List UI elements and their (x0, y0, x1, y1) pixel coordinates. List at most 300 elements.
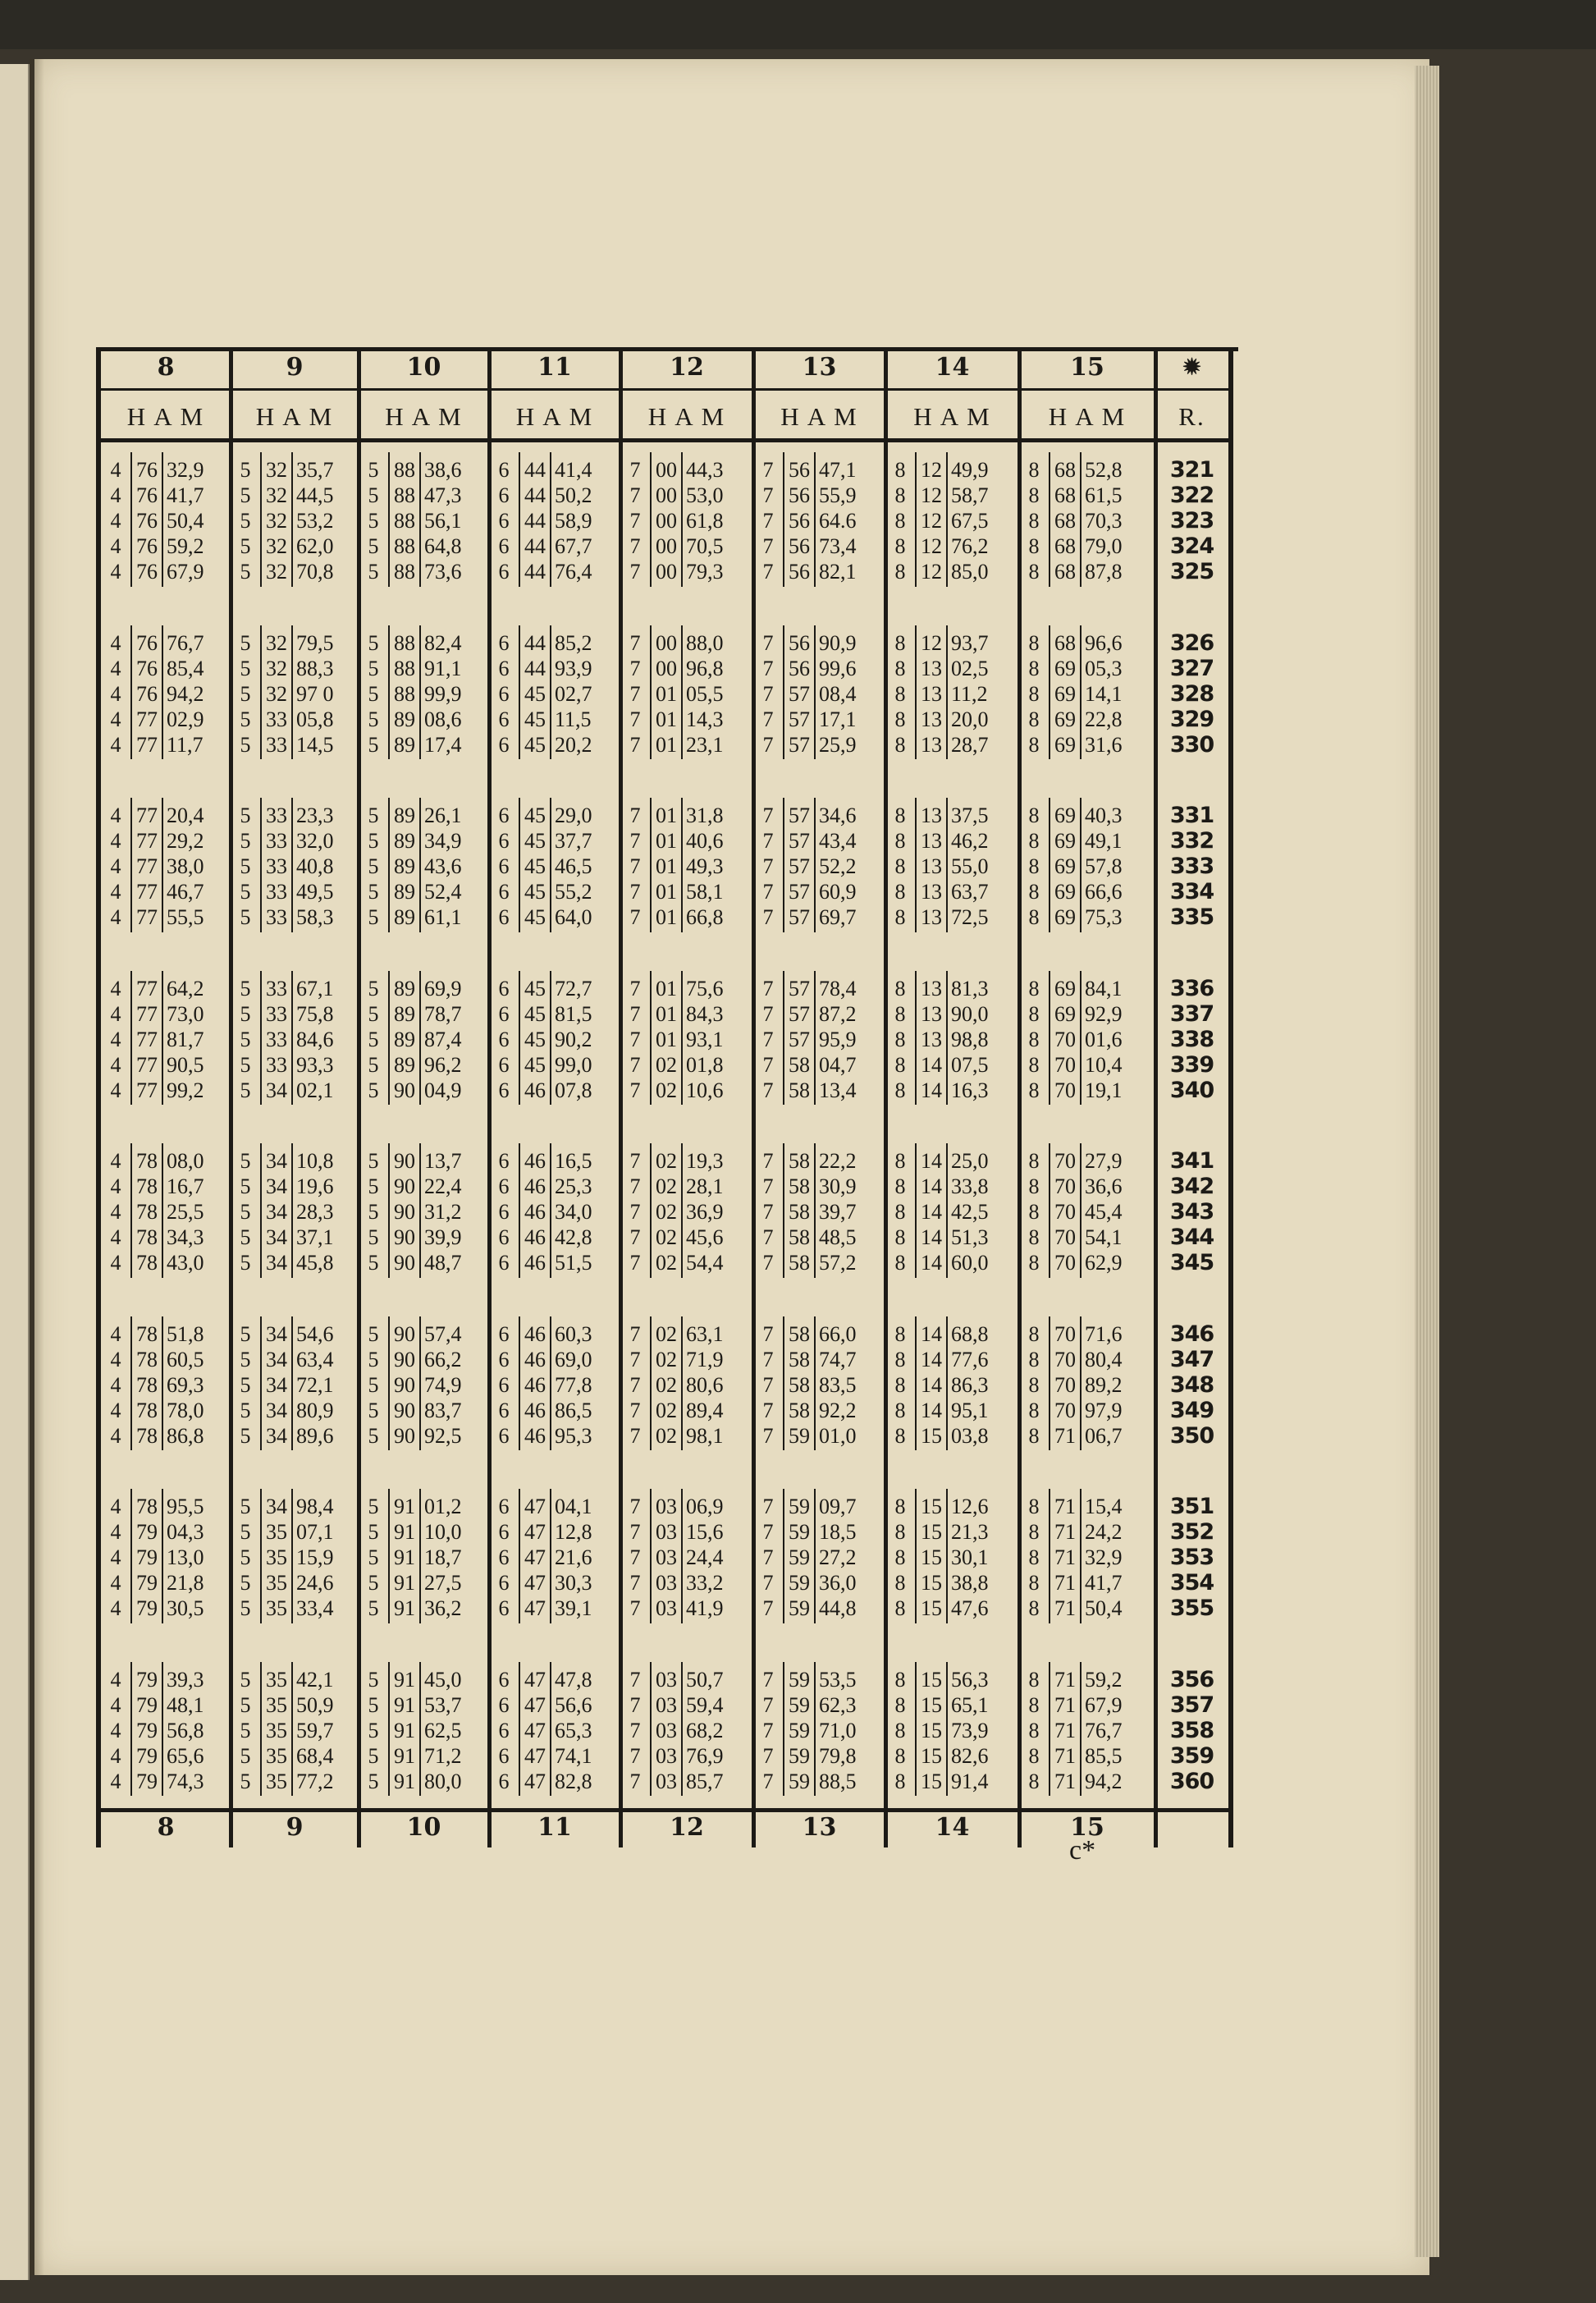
cell-h-value: 8 (894, 458, 906, 482)
cell-a-value: 57 (789, 681, 810, 706)
cell-a-value: 45 (524, 1052, 546, 1077)
cell-h-value: 8 (1028, 880, 1040, 904)
cell-a-value: 15 (921, 1520, 942, 1545)
cell-a-value: 91 (394, 1692, 415, 1717)
cell-h-value: 6 (498, 483, 510, 508)
cell-a-value: 88 (394, 630, 415, 655)
cell-h-value: 7 (629, 483, 641, 508)
cell-h-value: 5 (368, 1001, 379, 1026)
cell-h-value: 8 (894, 707, 906, 731)
cell-m-value: 13,4 (819, 1078, 857, 1102)
cell-a-value: 01 (656, 1001, 677, 1026)
cell-m-value: 77,8 (555, 1372, 592, 1397)
cell-a-value: 58 (789, 1200, 810, 1225)
cell-m-value: 10,4 (1085, 1052, 1123, 1077)
cell-a-value: 34 (266, 1174, 287, 1199)
cell-a-value: 90 (394, 1251, 415, 1275)
cell-m-value: 46,5 (555, 854, 592, 879)
cell-m-value: 87,2 (819, 1001, 857, 1026)
cell-a-value: 01 (656, 732, 677, 757)
cell-a-value: 02 (656, 1200, 677, 1225)
cell-h-value: 6 (498, 1769, 510, 1793)
cell-m-value: 98,8 (951, 1027, 989, 1051)
cell-a-value: 14 (921, 1398, 942, 1422)
cell-a-value: 79 (136, 1571, 158, 1596)
cell-h-value: 7 (629, 656, 641, 680)
cell-m-value: 64.6 (819, 509, 857, 533)
cell-m-value: 79,3 (686, 560, 724, 584)
cell-h-value: 5 (240, 1149, 251, 1173)
cell-h-value: 8 (1028, 630, 1040, 655)
cell-m-value: 76,7 (1085, 1718, 1123, 1742)
cell-h-value: 5 (368, 1347, 379, 1371)
cell-a-value: 78 (136, 1423, 158, 1448)
cell-h-value: 8 (1028, 1495, 1040, 1518)
cell-m-value: 20,2 (555, 732, 592, 757)
cell-m-value: 83,7 (424, 1398, 462, 1422)
cell-a-value: 34 (266, 1321, 287, 1346)
cell-m-value: 85,0 (951, 560, 989, 584)
cell-m-value: 81,5 (555, 1001, 592, 1026)
cell-a-value: 34 (266, 1251, 287, 1275)
cell-a-value: 68 (1054, 458, 1076, 482)
cell-m-value: 08,0 (167, 1149, 204, 1173)
cell-a-value: 56 (789, 483, 810, 508)
cell-h-value: 7 (629, 509, 641, 533)
cell-a-value: 70 (1054, 1174, 1076, 1199)
cell-m-value: 67,7 (555, 534, 592, 559)
cell-a-value: 03 (656, 1545, 677, 1570)
cell-a-value: 13 (921, 829, 942, 854)
cell-h-value: 5 (368, 1027, 379, 1051)
cell-a-value: 45 (524, 976, 546, 1000)
cell-m-value: 76,7 (167, 630, 204, 655)
cell-a-value: 70 (1054, 1225, 1076, 1250)
cell-a-value: 59 (789, 1692, 810, 1717)
cell-m-value: 73,4 (819, 534, 857, 559)
cell-m-value: 38,6 (424, 458, 462, 482)
cell-h-value: 4 (110, 1321, 121, 1346)
cell-a-value: 44 (524, 458, 546, 482)
cell-m-value: 71,0 (819, 1718, 857, 1742)
cell-h-value: 8 (1028, 1321, 1040, 1346)
cell-m-value: 67,5 (951, 509, 989, 533)
cell-a-value: 57 (789, 1027, 810, 1051)
cell-m-value: 82,6 (951, 1743, 989, 1768)
cell-a-value: 69 (1054, 804, 1076, 827)
cell-h-value: 7 (762, 509, 774, 533)
cell-h-value: 6 (498, 1251, 510, 1275)
cell-m-value: 93,1 (686, 1027, 724, 1051)
cell-m-value: 34,0 (555, 1200, 592, 1225)
cell-a-value: 91 (394, 1520, 415, 1545)
row-r-number: 334 (1169, 879, 1214, 905)
cell-h-value: 5 (368, 656, 379, 680)
cell-h-value: 7 (762, 1372, 774, 1397)
cell-h-value: 8 (894, 829, 906, 854)
cell-a-value: 15 (921, 1571, 942, 1596)
left-page-edge (0, 64, 30, 2280)
cell-m-value: 76,9 (686, 1743, 724, 1768)
cell-h-value: 7 (762, 1495, 774, 1518)
cell-h-value: 5 (240, 681, 251, 706)
cell-h-value: 5 (240, 1398, 251, 1422)
cell-a-value: 13 (921, 905, 942, 930)
column-footer-number: 8 (157, 1813, 175, 1842)
cell-h-value: 7 (762, 1027, 774, 1051)
cell-m-value: 41,4 (555, 458, 592, 482)
cell-h-value: 8 (1028, 1200, 1040, 1225)
cell-m-value: 07,5 (951, 1052, 989, 1077)
cell-m-value: 03,8 (951, 1423, 989, 1448)
cell-a-value: 01 (656, 905, 677, 930)
cell-m-value: 69,0 (555, 1347, 592, 1371)
cell-h-value: 5 (368, 1225, 379, 1250)
row-r-number: 323 (1169, 508, 1214, 534)
cell-m-value: 01,6 (1085, 1027, 1123, 1051)
cell-a-value: 34 (266, 1347, 287, 1371)
cell-h-value: 7 (762, 1078, 774, 1102)
cell-h-value: 4 (110, 1769, 121, 1793)
cell-a-value: 69 (1054, 681, 1076, 706)
cell-m-value: 31,2 (424, 1200, 462, 1225)
cell-a-value: 69 (1054, 829, 1076, 854)
cell-h-value: 6 (498, 534, 510, 559)
cell-h-value: 5 (368, 1667, 379, 1692)
cell-m-value: 18,7 (424, 1545, 462, 1570)
cell-a-value: 46 (524, 1078, 546, 1102)
cell-m-value: 28,1 (686, 1174, 724, 1199)
cell-a-value: 47 (524, 1571, 546, 1596)
cell-m-value: 77,2 (296, 1769, 334, 1793)
cell-h-value: 8 (1028, 1423, 1040, 1448)
cell-a-value: 45 (524, 854, 546, 879)
cell-m-value: 39,3 (167, 1667, 204, 1692)
cell-h-value: 5 (368, 1495, 379, 1518)
cell-m-value: 61,1 (424, 905, 462, 930)
cell-h-value: 6 (498, 1692, 510, 1717)
cell-h-value: 5 (368, 1520, 379, 1545)
cell-h-value: 5 (368, 1545, 379, 1570)
cell-h-value: 7 (762, 1692, 774, 1717)
cell-m-value: 65,6 (167, 1743, 204, 1768)
cell-m-value: 64,8 (424, 534, 462, 559)
cell-a-value: 46 (524, 1423, 546, 1448)
cell-a-value: 00 (656, 534, 677, 559)
cell-h-value: 7 (762, 1596, 774, 1621)
cell-h-value: 8 (894, 1372, 906, 1397)
cell-a-value: 90 (394, 1174, 415, 1199)
cell-a-value: 56 (789, 509, 810, 533)
row-r-number: 346 (1169, 1321, 1214, 1347)
cell-a-value: 71 (1054, 1423, 1076, 1448)
cell-a-value: 57 (789, 707, 810, 731)
cell-m-value: 04,3 (167, 1520, 204, 1545)
cell-a-value: 03 (656, 1769, 677, 1793)
cell-m-value: 40,6 (686, 829, 724, 854)
row-r-number: 352 (1169, 1519, 1214, 1545)
cell-a-value: 89 (394, 1027, 415, 1051)
cell-a-value: 01 (656, 880, 677, 904)
cell-h-value: 7 (629, 1001, 641, 1026)
cell-a-value: 12 (921, 483, 942, 508)
cell-h-value: 7 (762, 656, 774, 680)
cell-a-value: 90 (394, 1423, 415, 1448)
cell-m-value: 18,5 (819, 1520, 857, 1545)
cell-a-value: 71 (1054, 1545, 1076, 1570)
cell-a-value: 02 (656, 1321, 677, 1346)
cell-m-value: 58,9 (555, 509, 592, 533)
cell-a-value: 14 (921, 1052, 942, 1077)
cell-a-value: 88 (394, 458, 415, 482)
cell-m-value: 21,6 (555, 1545, 592, 1570)
cell-h-value: 6 (498, 1001, 510, 1026)
cell-m-value: 15,6 (686, 1520, 724, 1545)
cell-a-value: 12 (921, 534, 942, 559)
cell-h-value: 8 (894, 483, 906, 508)
cell-a-value: 59 (789, 1667, 810, 1692)
cell-m-value: 16,7 (167, 1174, 204, 1199)
cell-a-value: 57 (789, 976, 810, 1000)
cell-m-value: 84,3 (686, 1001, 724, 1026)
cell-h-value: 6 (498, 707, 510, 731)
cell-m-value: 79,5 (296, 630, 334, 655)
cell-m-value: 58,1 (686, 880, 724, 904)
cell-h-value: 5 (368, 1149, 379, 1173)
cell-h-value: 7 (629, 1596, 641, 1621)
cell-a-value: 78 (136, 1398, 158, 1422)
cell-a-value: 34 (266, 1200, 287, 1225)
cell-h-value: 4 (110, 1372, 121, 1397)
cell-m-value: 73,9 (951, 1718, 989, 1742)
cell-m-value: 04,7 (819, 1052, 857, 1077)
row-r-number: 359 (1169, 1742, 1214, 1769)
cell-h-value: 8 (1028, 1078, 1040, 1102)
cell-m-value: 68,4 (296, 1743, 334, 1768)
cell-h-value: 6 (498, 509, 510, 533)
cell-m-value: 39,9 (424, 1225, 462, 1250)
cell-m-value: 56,6 (555, 1692, 592, 1717)
cell-a-value: 70 (1054, 1321, 1076, 1346)
cell-a-value: 77 (136, 880, 158, 904)
cell-m-value: 70,5 (686, 534, 724, 559)
cell-m-value: 36,0 (819, 1571, 857, 1596)
cell-h-value: 8 (894, 1078, 906, 1102)
cell-a-value: 13 (921, 854, 942, 879)
cell-m-value: 82,8 (555, 1769, 592, 1793)
cell-m-value: 53,0 (686, 483, 724, 508)
cell-a-value: 77 (136, 976, 158, 1000)
row-r-number: 324 (1169, 533, 1214, 560)
cell-h-value: 8 (1028, 1571, 1040, 1596)
cell-a-value: 03 (656, 1718, 677, 1742)
cell-m-value: 63,1 (686, 1321, 724, 1346)
cell-h-value: 8 (1028, 1520, 1040, 1545)
cell-h-value: 5 (368, 1692, 379, 1717)
cell-a-value: 32 (266, 630, 287, 655)
header-rule (101, 388, 1228, 391)
cell-a-value: 32 (266, 483, 287, 508)
cell-h-value: 5 (240, 854, 251, 879)
cell-m-value: 59,2 (1085, 1667, 1123, 1692)
ham-subheader: H A M (1048, 402, 1127, 431)
cell-h-value: 5 (240, 1001, 251, 1026)
cell-m-value: 38,0 (167, 854, 204, 879)
cell-m-value: 74,9 (424, 1372, 462, 1397)
cell-a-value: 71 (1054, 1667, 1076, 1692)
cell-a-value: 14 (921, 1078, 942, 1102)
cell-h-value: 8 (1028, 707, 1040, 731)
cell-h-value: 7 (762, 1520, 774, 1545)
cell-a-value: 35 (266, 1667, 287, 1692)
cell-a-value: 77 (136, 854, 158, 879)
cell-m-value: 71,6 (1085, 1321, 1123, 1346)
cell-m-value: 04,9 (424, 1078, 462, 1102)
cell-h-value: 5 (240, 509, 251, 533)
cell-h-value: 6 (498, 1200, 510, 1225)
cell-h-value: 4 (110, 1667, 121, 1692)
cell-h-value: 7 (629, 854, 641, 879)
cell-h-value: 7 (762, 560, 774, 584)
cell-m-value: 43,0 (167, 1251, 204, 1275)
cell-a-value: 88 (394, 509, 415, 533)
cell-h-value: 8 (1028, 458, 1040, 482)
cell-a-value: 13 (921, 1001, 942, 1026)
cell-a-value: 70 (1054, 1347, 1076, 1371)
cell-m-value: 30,9 (819, 1174, 857, 1199)
cell-h-value: 8 (894, 1423, 906, 1448)
cell-h-value: 7 (629, 1718, 641, 1742)
cell-m-value: 79,0 (1085, 534, 1123, 559)
cell-a-value: 57 (789, 804, 810, 827)
cell-a-value: 56 (789, 656, 810, 680)
cell-h-value: 7 (629, 804, 641, 827)
cell-a-value: 33 (266, 829, 287, 854)
cell-h-value: 5 (240, 732, 251, 757)
cell-a-value: 46 (524, 1398, 546, 1422)
cell-h-value: 5 (240, 1078, 251, 1102)
cell-m-value: 41,7 (1085, 1571, 1123, 1596)
row-r-number: 321 (1169, 457, 1214, 483)
cell-h-value: 8 (1028, 1225, 1040, 1250)
cell-a-value: 01 (656, 707, 677, 731)
cell-h-value: 4 (110, 681, 121, 706)
cell-h-value: 7 (762, 1545, 774, 1570)
cell-a-value: 78 (136, 1347, 158, 1371)
cell-a-value: 46 (524, 1347, 546, 1371)
cell-m-value: 22,4 (424, 1174, 462, 1199)
subheader-rule (101, 438, 1228, 442)
cell-h-value: 7 (629, 534, 641, 559)
cell-m-value: 81,3 (951, 976, 989, 1000)
cell-h-value: 8 (1028, 1347, 1040, 1371)
cell-m-value: 59,2 (167, 534, 204, 559)
cell-h-value: 5 (240, 1174, 251, 1199)
cell-m-value: 47,8 (555, 1667, 592, 1692)
cell-h-value: 7 (762, 1321, 774, 1346)
cell-a-value: 90 (394, 1225, 415, 1250)
cell-m-value: 05,8 (296, 707, 334, 731)
cell-m-value: 45,8 (296, 1251, 334, 1275)
cell-a-value: 12 (921, 458, 942, 482)
row-r-number: 350 (1169, 1422, 1214, 1449)
cell-m-value: 98,4 (296, 1495, 334, 1518)
cell-m-value: 81,7 (167, 1027, 204, 1051)
cell-m-value: 06,7 (1085, 1423, 1123, 1448)
cell-a-value: 76 (136, 681, 158, 706)
cell-a-value: 15 (921, 1692, 942, 1717)
cell-m-value: 49,3 (686, 854, 724, 879)
cell-m-value: 93,7 (951, 630, 989, 655)
row-r-number: 341 (1169, 1148, 1214, 1174)
cell-h-value: 7 (762, 1149, 774, 1173)
cell-m-value: 57,2 (819, 1251, 857, 1275)
cell-a-value: 79 (136, 1520, 158, 1545)
cell-a-value: 32 (266, 509, 287, 533)
cell-m-value: 67,9 (167, 560, 204, 584)
cell-h-value: 5 (240, 458, 251, 482)
cell-h-value: 4 (110, 1251, 121, 1275)
cell-m-value: 65,3 (555, 1718, 592, 1742)
cell-a-value: 58 (789, 1078, 810, 1102)
cell-h-value: 8 (1028, 1398, 1040, 1422)
cell-a-value: 03 (656, 1571, 677, 1596)
cell-a-value: 35 (266, 1692, 287, 1717)
cell-h-value: 4 (110, 732, 121, 757)
cell-m-value: 61,8 (686, 509, 724, 533)
column-header-number: 14 (935, 353, 970, 382)
cell-a-value: 32 (266, 560, 287, 584)
cell-h-value: 5 (368, 1596, 379, 1621)
cell-a-value: 47 (524, 1596, 546, 1621)
ham-subheader: H A M (255, 402, 334, 431)
cell-m-value: 89,2 (1085, 1372, 1123, 1397)
cell-m-value: 54,6 (296, 1321, 334, 1346)
cell-h-value: 4 (110, 829, 121, 854)
cell-m-value: 10,8 (296, 1149, 334, 1173)
cell-a-value: 47 (524, 1495, 546, 1518)
cell-a-value: 45 (524, 829, 546, 854)
cell-a-value: 90 (394, 1078, 415, 1102)
cell-h-value: 5 (240, 1052, 251, 1077)
cell-h-value: 5 (368, 854, 379, 879)
cell-h-value: 6 (498, 804, 510, 827)
column-header-number: 8 (157, 353, 175, 382)
cell-a-value: 15 (921, 1545, 942, 1570)
cell-a-value: 57 (789, 1001, 810, 1026)
row-r-number: 356 (1169, 1666, 1214, 1692)
cell-m-value: 87,4 (424, 1027, 462, 1051)
cell-h-value: 7 (629, 1321, 641, 1346)
cell-m-value: 75,8 (296, 1001, 334, 1026)
cell-h-value: 8 (1028, 1027, 1040, 1051)
cell-a-value: 14 (921, 1372, 942, 1397)
cell-a-value: 78 (136, 1174, 158, 1199)
cell-h-value: 5 (240, 630, 251, 655)
cell-a-value: 33 (266, 804, 287, 827)
cell-a-value: 35 (266, 1520, 287, 1545)
cell-a-value: 77 (136, 804, 158, 827)
cell-a-value: 70 (1054, 1398, 1076, 1422)
cell-a-value: 91 (394, 1743, 415, 1768)
cell-a-value: 46 (524, 1174, 546, 1199)
cell-h-value: 6 (498, 1545, 510, 1570)
cell-m-value: 88,3 (296, 656, 334, 680)
cell-h-value: 8 (894, 1667, 906, 1692)
cell-a-value: 46 (524, 1372, 546, 1397)
cell-a-value: 79 (136, 1667, 158, 1692)
cell-h-value: 8 (894, 1174, 906, 1199)
